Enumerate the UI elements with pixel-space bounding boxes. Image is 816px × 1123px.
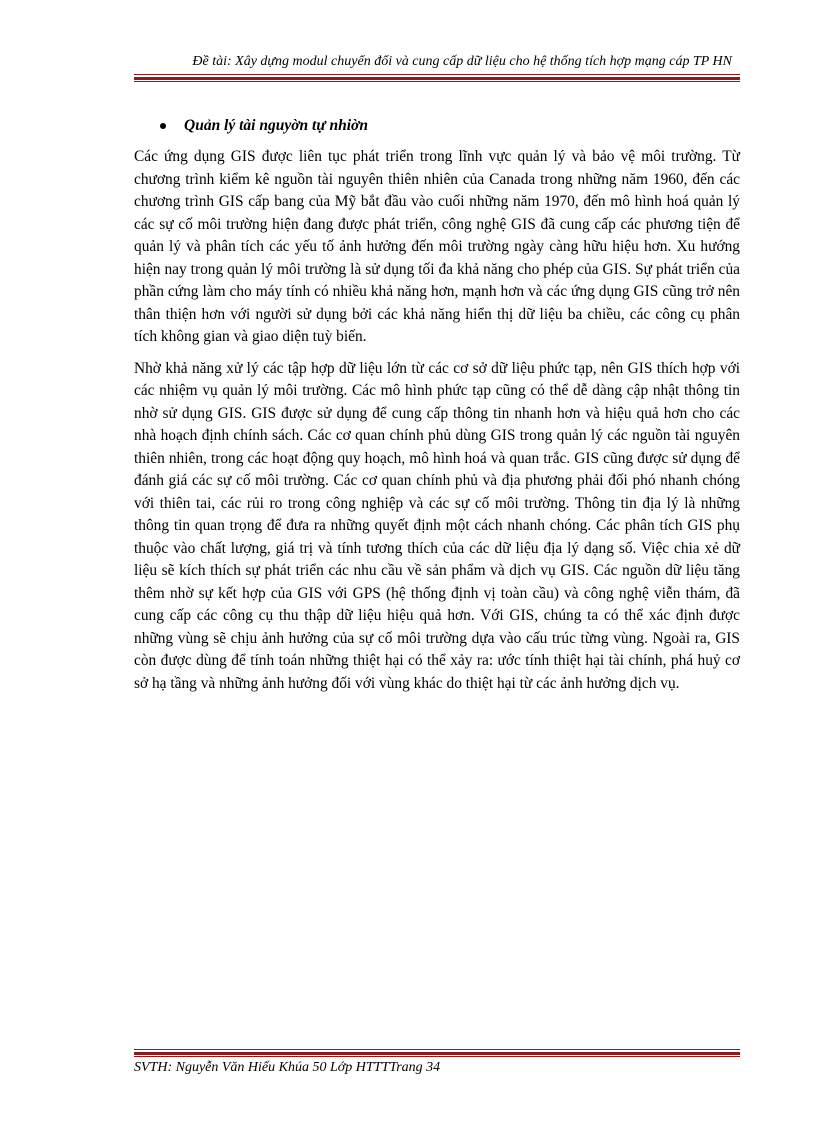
document-body: [134, 110, 740, 704]
page-footer: SVTH: Nguyễn Văn Hiếu Khúa 50 Lớp HTTTTrang 34: [134, 1060, 441, 1075]
section-bullet: [160, 110, 740, 142]
footer-rule: [134, 1049, 740, 1057]
section-title: Quản lý tài nguyờn tự nhiờn: [184, 116, 368, 134]
bullet-dot-icon: [160, 123, 166, 129]
paragraph-2: Nhờ khả năng xử lý các tập hợp dữ liệu lớn từ các cơ sở dữ liệu phức tạp, nên GIS thích hợp với các nhiệm vụ quản lý môi trường. Các mô hình phức tạp cũng có thể dễ dàng cập nhật thông tin nhờ sử dụng GIS. GIS được sử dụng để cung cấp thông tin nhanh hơn và hiệu quả hơn cho các nhà hoạch định chính sách. Các cơ quan chính phủ dùng GIS trong quản lý các nguồn tài nguyên thiên nhiên, trong các hoạt động quy hoạch, mô hình hoá và quan trắc. GIS cũng được sử dụng để đánh giá các sự cố môi trường. Các cơ quan chính phủ và địa phương phải đối phó nhanh chóng với thiên tai, các rủi ro trong công nghiệp và các sự cố môi trường. Thông tin địa lý là những thông tin quan trọng để đưa ra những quyết định một cách nhanh chóng. Các phân tích GIS phụ thuộc vào chất lượng, giá trị và tính tương thích của các dữ liệu địa lý dạng số. Việc chia xẻ dữ liệu sẽ kích thích sự phát triển các nhu cầu về sản phẩm và dịch vụ GIS. Các nguồn dữ liệu tăng thêm nhờ sự kết hợp của GIS với GPS (hệ thống định vị toàn cầu) và công nghệ viễn thám, đã cung cấp các công cụ thu thập dữ liệu hiệu quả hơn. Với GIS, chúng ta có thể xác định được những vùng sẽ chịu ảnh hưởng của sự cố môi trường dựa vào cấu trúc từng vùng. Ngoài ra, GIS còn được dùng để tính toán những thiệt hại có thể xảy ra: ước tính thiệt hại tài chính, phá huỷ cơ sở hạ tầng và những ảnh hưởng đối với vùng khác do thiệt hại từ các ảnh hưởng dịch vụ.: [134, 359, 740, 692]
paragraph-1: Các ứng dụng GIS được liên tục phát triển trong lĩnh vực quản lý và bảo vệ môi trường. Từ chương trình kiểm kê nguồn tài nguyên thiên nhiên của Canada trong những năm 1960, đến các chương trình GIS cấp bang của Mỹ bắt đầu vào cuối những năm 1970, đến mô hình hoá quản lý các sự cố môi trường hiện đang được phát triển, công nghệ GIS đã cung cấp các phương tiện để quản lý và phân tích các yếu tố ảnh hưởng đến môi trường ngày càng hữu hiệu hơn. Xu hướng hiện nay trong quản lý môi trường là sử dụng tối đa khả năng cho phép của GIS. Sự phát triển của phần cứng làm cho máy tính có nhiều khả năng hơn, mạnh hơn và các ứng dụng GIS cũng trở nên thân thiện hơn với người sử dụng bởi các khả năng hiển thị dữ liệu ba chiều, các công cụ phân tích không gian và giao diện tuỳ biến.: [134, 148, 740, 345]
header-rule: [134, 74, 740, 82]
page-header-title: Đề tài: Xây dựng modul chuyển đổi và cung cấp dữ liệu cho hệ thống tích hợp mạng cáp TP HN: [192, 54, 732, 69]
